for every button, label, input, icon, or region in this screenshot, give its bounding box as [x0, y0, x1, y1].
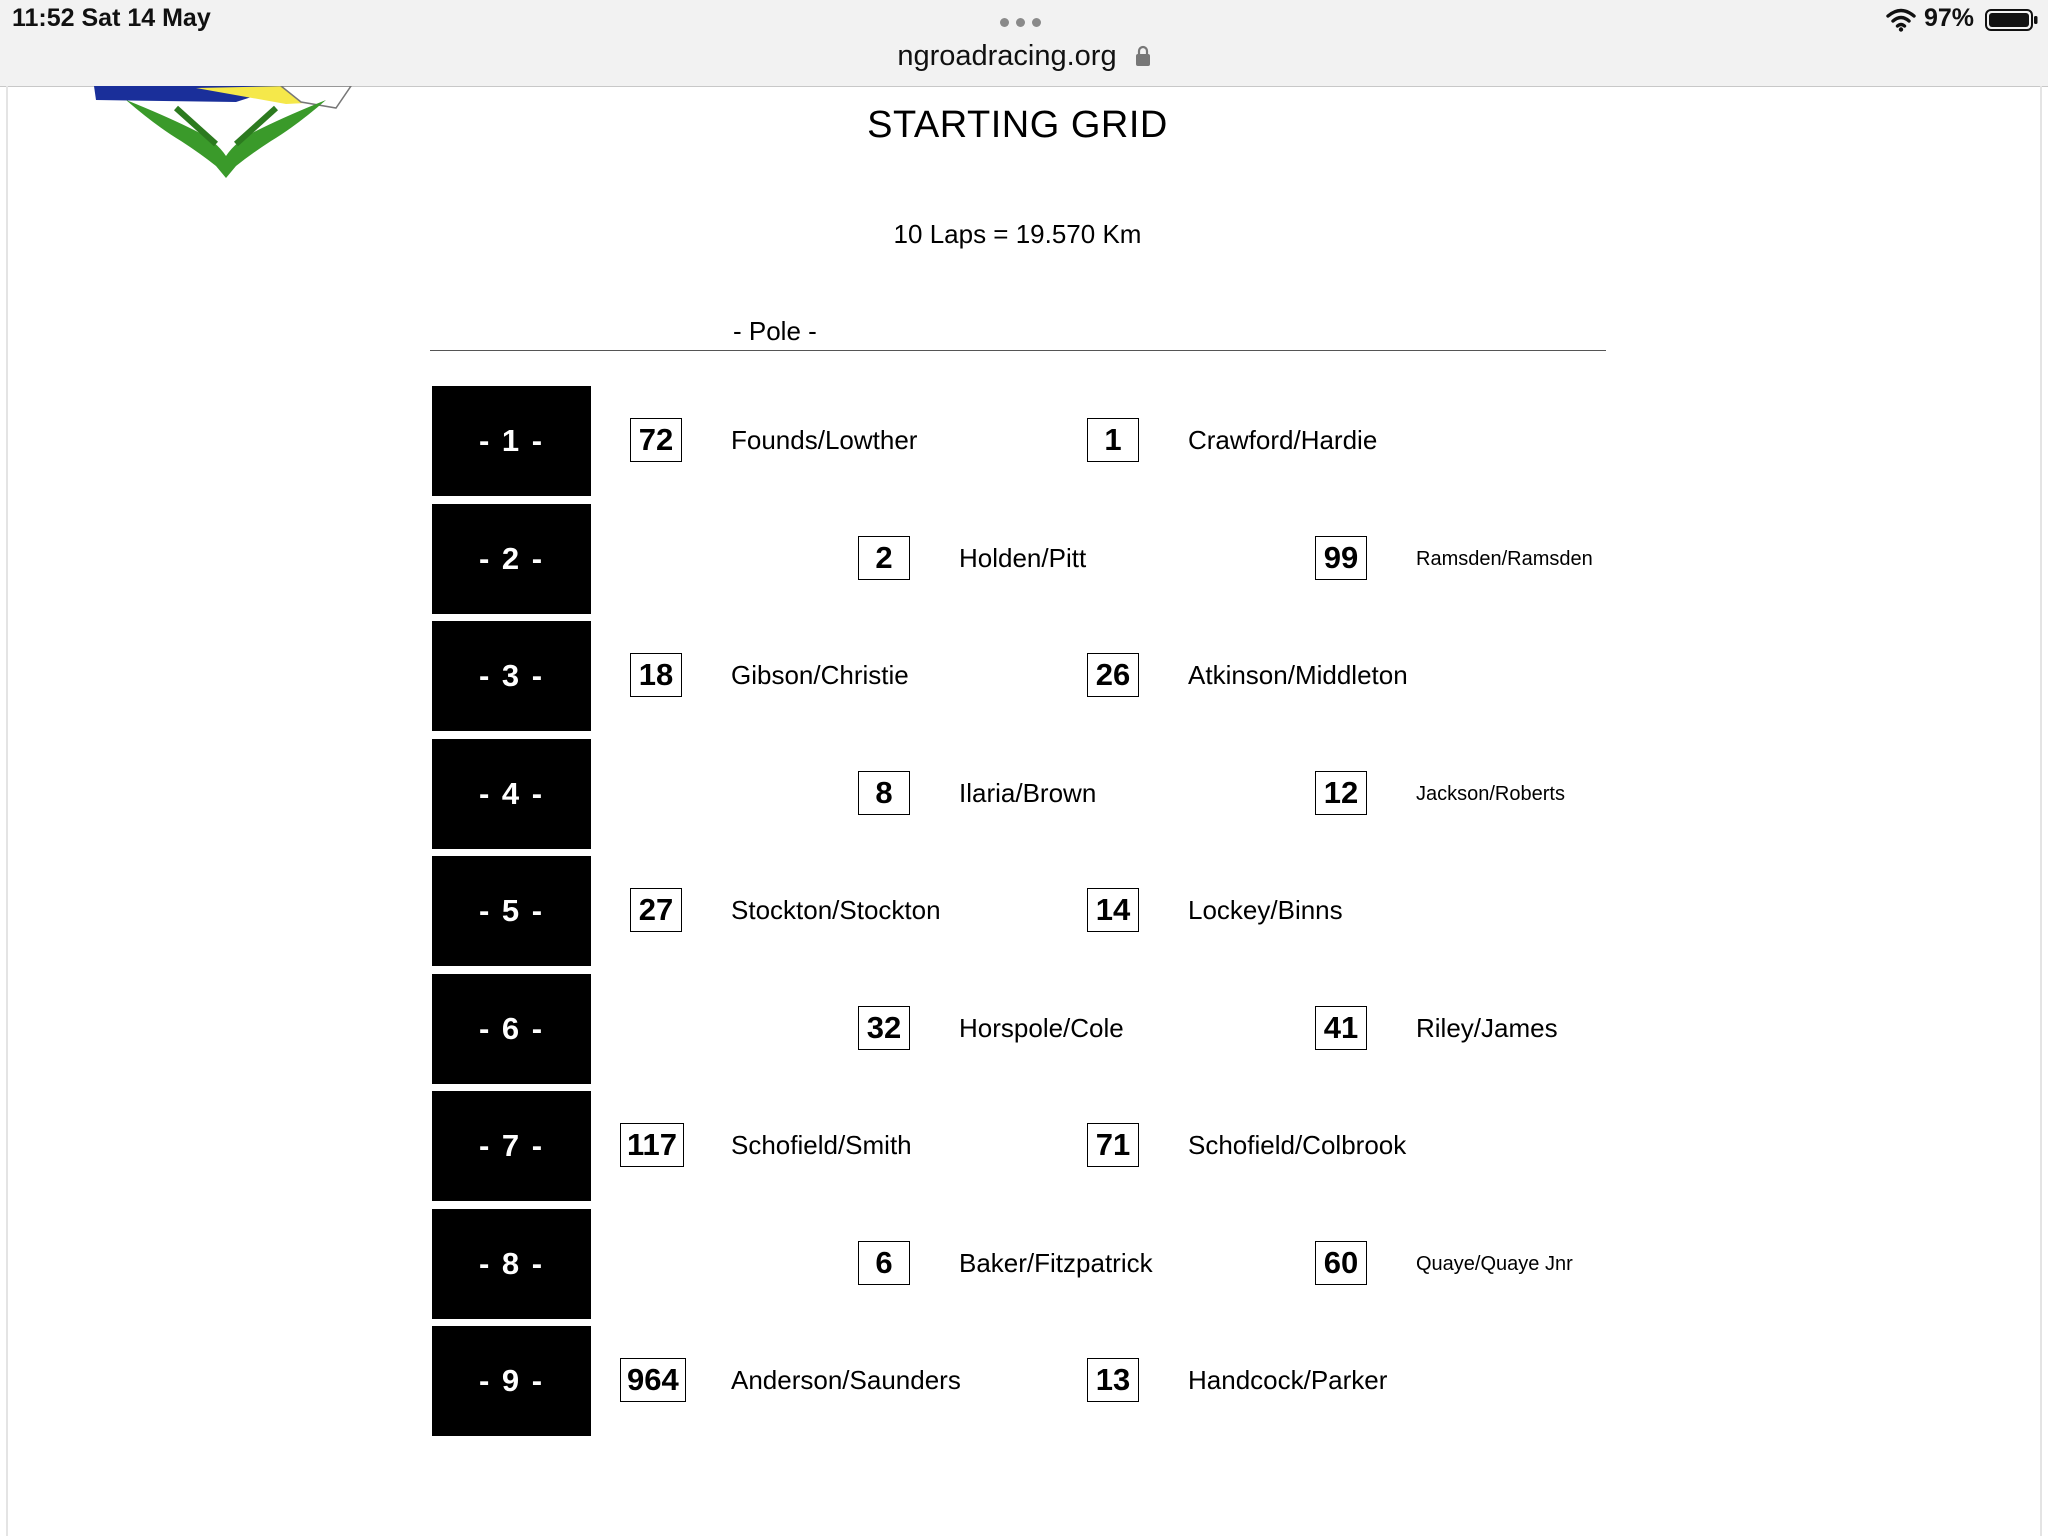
rider-names: Ramsden/Ramsden — [1416, 547, 1593, 570]
rider-number: 2 — [858, 536, 910, 580]
grid-row — [0, 739, 2048, 849]
grid-row-label: - 8 - — [432, 1209, 591, 1319]
grid-row-label: - 3 - — [432, 621, 591, 731]
rider-number: 117 — [620, 1123, 684, 1167]
rider-number: 26 — [1087, 653, 1139, 697]
rider-number: 41 — [1315, 1006, 1367, 1050]
grid-row — [0, 386, 2048, 496]
rider-names: Schofield/Smith — [731, 1130, 912, 1160]
rider-number: 1 — [1087, 418, 1139, 462]
grid-row — [0, 856, 2048, 966]
divider — [430, 350, 1606, 351]
browser-toolbar — [0, 0, 2048, 87]
grid-row-label: - 4 - — [432, 739, 591, 849]
address-bar[interactable] — [0, 40, 2048, 75]
grid-row-label: - 1 - — [432, 386, 591, 496]
rider-number: 8 — [858, 771, 910, 815]
rider-names: Holden/Pitt — [959, 542, 1087, 573]
battery-icon — [1985, 8, 2039, 37]
rider-names: Stockton/Stockton — [731, 895, 941, 925]
rider-number: 14 — [1087, 888, 1139, 932]
rider-number: 12 — [1315, 771, 1367, 815]
rider-names: Crawford/Hardie — [1188, 425, 1378, 455]
rider-number: 6 — [858, 1241, 910, 1285]
rider-names: Lockey/Binns — [1188, 895, 1343, 925]
url-text: ngroadracing.org — [897, 40, 1117, 72]
grid-row — [0, 974, 2048, 1084]
rider-number: 72 — [630, 418, 682, 462]
grid-row — [0, 1091, 2048, 1201]
rider-number: 71 — [1087, 1123, 1139, 1167]
rider-names: Atkinson/Middleton — [1188, 660, 1408, 690]
rider-number: 18 — [630, 653, 682, 697]
rider-number: 32 — [858, 1006, 910, 1050]
rider-names: Founds/Lowther — [731, 425, 918, 455]
rider-number: 13 — [1087, 1358, 1139, 1402]
rider-names: Ilaria/Brown — [959, 777, 1097, 808]
rider-names: Jackson/Roberts — [1416, 782, 1565, 805]
rider-number: 27 — [630, 888, 682, 932]
rider-names: Quaye/Quaye Jnr — [1416, 1252, 1573, 1275]
grid-row — [0, 621, 2048, 731]
lock-icon — [1135, 42, 1151, 75]
rider-names: Baker/Fitzpatrick — [959, 1247, 1153, 1278]
grid-row — [0, 1209, 2048, 1319]
grid-row-label: - 7 - — [432, 1091, 591, 1201]
wifi-icon — [1886, 8, 1916, 37]
page-title: STARTING GRID — [867, 104, 1168, 146]
rider-names: Horspole/Cole — [959, 1012, 1124, 1043]
rider-number: 99 — [1315, 536, 1367, 580]
more-options-icon[interactable] — [1000, 18, 1041, 27]
rider-names: Handcock/Parker — [1188, 1365, 1388, 1395]
status-time: 11:52 Sat 14 May — [12, 4, 211, 32]
rider-number: 964 — [620, 1358, 686, 1402]
rider-names: Riley/James — [1416, 1012, 1558, 1043]
race-distance: 10 Laps = 19.570 Km — [893, 219, 1142, 249]
rider-number: 60 — [1315, 1241, 1367, 1285]
grid-row-label: - 6 - — [432, 974, 591, 1084]
grid-row-label: - 5 - — [432, 856, 591, 966]
rider-names: Anderson/Saunders — [731, 1365, 961, 1395]
pole-label: - Pole - — [733, 316, 817, 346]
grid-row — [0, 1326, 2048, 1436]
grid-row-label: - 9 - — [432, 1326, 591, 1436]
rider-names: Gibson/Christie — [731, 660, 909, 690]
grid-row-label: - 2 - — [432, 504, 591, 614]
rider-names: Schofield/Colbrook — [1188, 1130, 1407, 1160]
grid-row — [0, 504, 2048, 614]
battery-percentage: 97% — [1924, 4, 1975, 32]
